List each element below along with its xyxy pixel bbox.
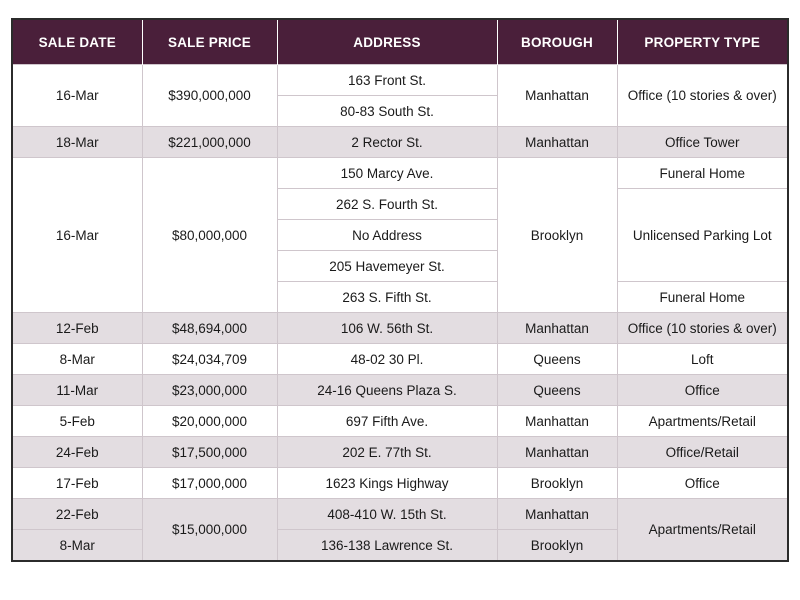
sale-date-cell: 16-Mar [12, 65, 142, 127]
borough-cell: Manhattan [497, 437, 617, 468]
sale-date-cell: 5-Feb [12, 406, 142, 437]
borough-cell: Brooklyn [497, 530, 617, 562]
property-type-cell: Office (10 stories & over) [617, 313, 788, 344]
sale-price-cell: $15,000,000 [142, 499, 277, 562]
header-property-type: PROPERTY TYPE [617, 19, 788, 65]
sale-date-cell: 16-Mar [12, 158, 142, 313]
borough-cell: Brooklyn [497, 468, 617, 499]
borough-cell: Manhattan [497, 499, 617, 530]
property-type-cell: Office [617, 468, 788, 499]
sale-price-cell: $20,000,000 [142, 406, 277, 437]
borough-cell: Manhattan [497, 65, 617, 127]
borough-cell: Queens [497, 344, 617, 375]
sale-price-cell: $17,000,000 [142, 468, 277, 499]
property-type-cell: Apartments/Retail [617, 406, 788, 437]
sale-price-cell: $80,000,000 [142, 158, 277, 313]
header-row [12, 19, 788, 65]
address-cell: 205 Havemeyer St. [277, 251, 497, 282]
sales-table [11, 18, 789, 562]
borough-cell: Brooklyn [497, 158, 617, 313]
sale-date-cell: 24-Feb [12, 437, 142, 468]
sale-price-cell: $390,000,000 [142, 65, 277, 127]
sale-price-cell: $48,694,000 [142, 313, 277, 344]
address-cell: 202 E. 77th St. [277, 437, 497, 468]
table-row [12, 65, 788, 96]
sale-date-cell: 11-Mar [12, 375, 142, 406]
property-type-cell: Office (10 stories & over) [617, 65, 788, 127]
table-row [12, 313, 788, 344]
sale-price-cell: $221,000,000 [142, 127, 277, 158]
address-cell: 136-138 Lawrence St. [277, 530, 497, 562]
sale-date-cell: 18-Mar [12, 127, 142, 158]
address-cell: 697 Fifth Ave. [277, 406, 497, 437]
borough-cell: Queens [497, 375, 617, 406]
table-row [12, 375, 788, 406]
address-cell: 48-02 30 Pl. [277, 344, 497, 375]
property-type-cell: Loft [617, 344, 788, 375]
address-cell: 1623 Kings Highway [277, 468, 497, 499]
sale-price-cell: $23,000,000 [142, 375, 277, 406]
header-address: ADDRESS [277, 19, 497, 65]
sale-date-cell: 8-Mar [12, 530, 142, 562]
address-cell: 2 Rector St. [277, 127, 497, 158]
property-type-cell: Apartments/Retail [617, 499, 788, 562]
table-row [12, 344, 788, 375]
sale-price-cell: $17,500,000 [142, 437, 277, 468]
address-cell: 106 W. 56th St. [277, 313, 497, 344]
header-borough: BOROUGH [497, 19, 617, 65]
borough-cell: Manhattan [497, 127, 617, 158]
table-row [12, 499, 788, 530]
table-row [12, 406, 788, 437]
address-cell: 263 S. Fifth St. [277, 282, 497, 313]
address-cell: 80-83 South St. [277, 96, 497, 127]
table-row [12, 437, 788, 468]
sale-date-cell: 22-Feb [12, 499, 142, 530]
sale-date-cell: 12-Feb [12, 313, 142, 344]
property-type-cell: Funeral Home [617, 282, 788, 313]
sale-date-cell: 17-Feb [12, 468, 142, 499]
property-type-cell: Office Tower [617, 127, 788, 158]
table-row [12, 468, 788, 499]
address-cell: 408-410 W. 15th St. [277, 499, 497, 530]
address-cell: 150 Marcy Ave. [277, 158, 497, 189]
sale-price-cell: $24,034,709 [142, 344, 277, 375]
header-sale-date: SALE DATE [12, 19, 142, 65]
table-row [12, 127, 788, 158]
property-type-cell: Office/Retail [617, 437, 788, 468]
borough-cell: Manhattan [497, 406, 617, 437]
address-cell: 262 S. Fourth St. [277, 189, 497, 220]
address-cell: No Address [277, 220, 497, 251]
property-type-cell: Unlicensed Parking Lot [617, 189, 788, 282]
table-row [12, 158, 788, 189]
address-cell: 24-16 Queens Plaza S. [277, 375, 497, 406]
sale-date-cell: 8-Mar [12, 344, 142, 375]
address-cell: 163 Front St. [277, 65, 497, 96]
borough-cell: Manhattan [497, 313, 617, 344]
property-type-cell: Office [617, 375, 788, 406]
header-sale-price: SALE PRICE [142, 19, 277, 65]
property-type-cell: Funeral Home [617, 158, 788, 189]
